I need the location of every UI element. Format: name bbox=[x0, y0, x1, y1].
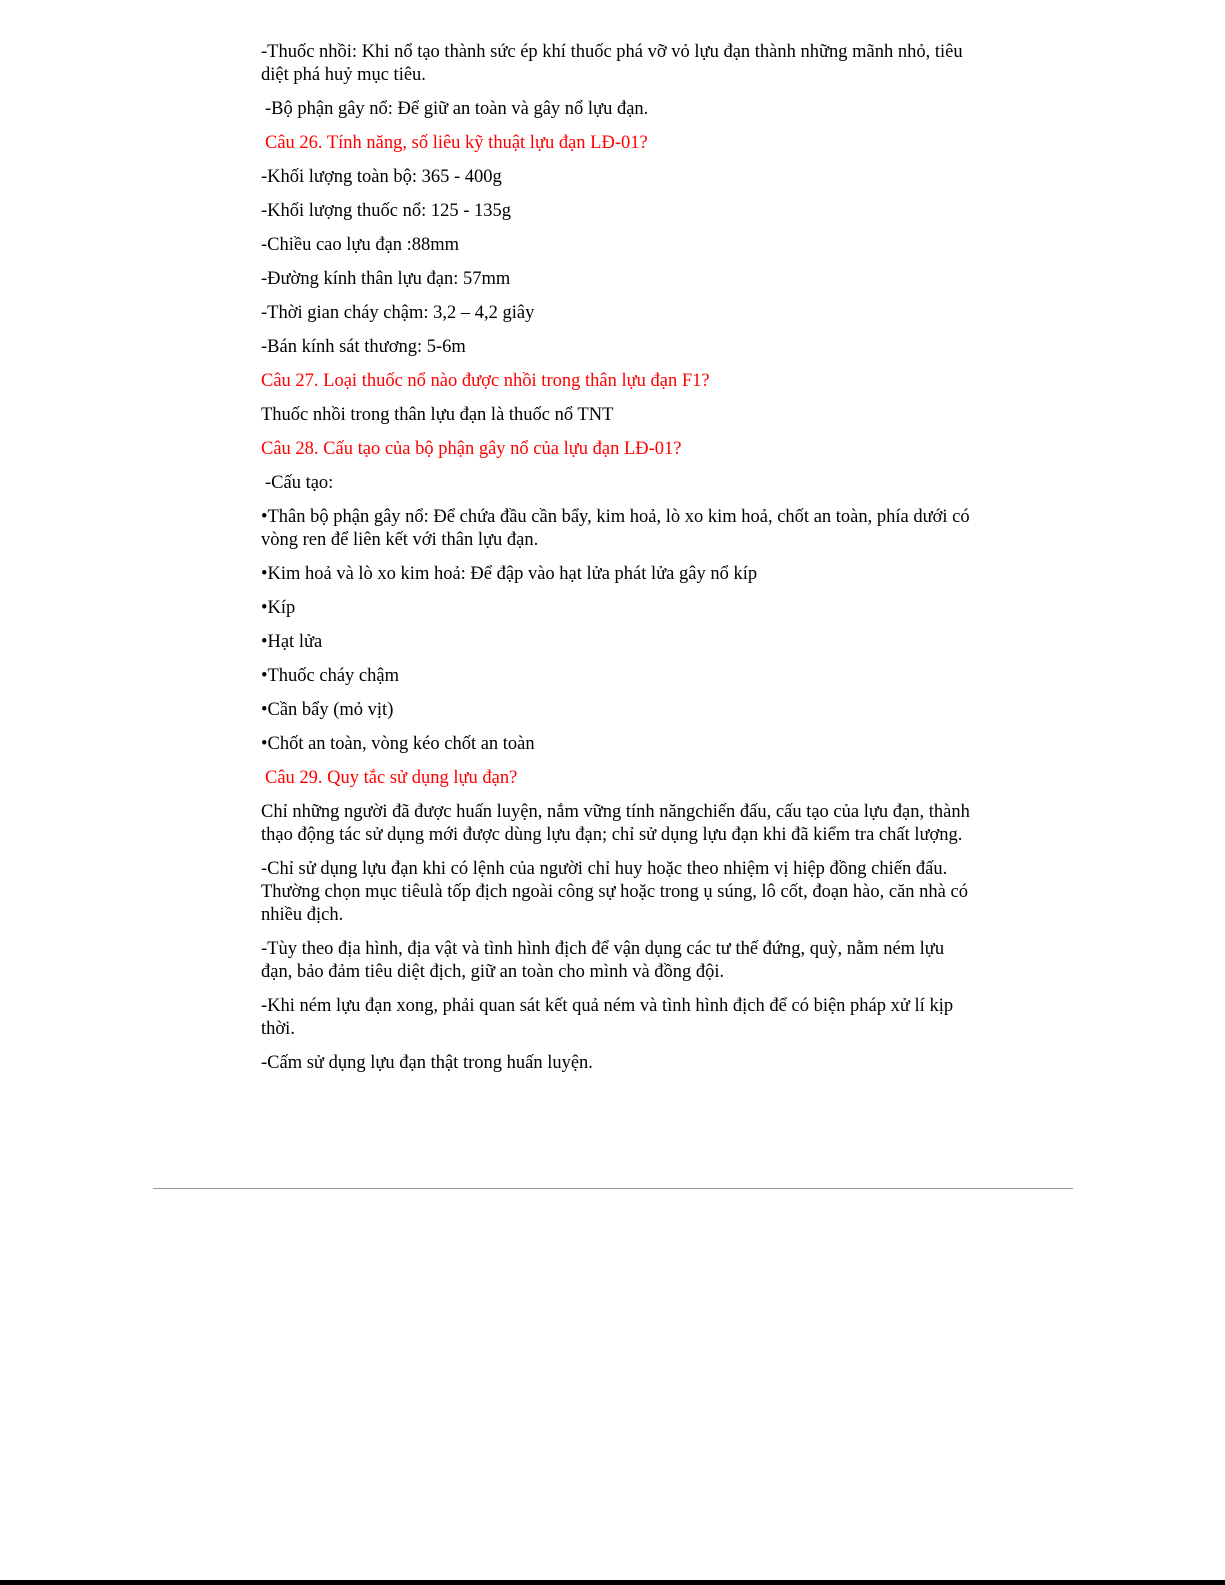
rule-no-live-training: -Cấm sử dụng lựu đạn thật trong huấn luyện. bbox=[261, 1053, 593, 1073]
paragraph-thuoc-nhoi: -Thuốc nhồi: Khi nổ tạo thành sức ép khí thuốc phá vỡ vỏ lựu đạn thành những mãnh nhỏ, tiêu diệt phá huỷ mục tiêu. bbox=[261, 42, 963, 85]
spec-burn-time: -Thời gian cháy chậm: 3,2 – 4,2 giây bbox=[261, 303, 535, 323]
bullet-kip: •Kíp bbox=[261, 598, 296, 618]
spec-total-weight: -Khối lượng toàn bộ: 365 - 400g bbox=[261, 167, 502, 187]
spec-kill-radius: -Bán kính sát thương: 5-6m bbox=[261, 337, 466, 357]
bullet-hat-lua: •Hạt lửa bbox=[261, 632, 323, 652]
rule-observe-results: -Khi ném lựu đạn xong, phải quan sát kết quả ném và tình hình địch để có biện pháp xử lí kịp thời. bbox=[261, 996, 954, 1039]
question-heading-29: Câu 29. Quy tắc sử dụng lựu đạn? bbox=[265, 768, 518, 788]
question-heading-27: Câu 27. Loại thuốc nổ nào được nhồi trong thân lựu đạn F1? bbox=[261, 371, 710, 391]
rule-terrain: -Tùy theo địa hình, địa vật và tình hình địch để vận dụng các tư thế đứng, quỳ, nằm ném lựu đạn, bảo đảm tiêu diệt địch, giữ an toàn cho mình và đồng đội. bbox=[261, 939, 945, 982]
page-separator bbox=[153, 1188, 1073, 1189]
bullet-than-bo-phan: •Thân bộ phận gây nổ: Để chứa đầu cần bẩy, kim hoả, lò xo kim hoả, chốt an toàn, phía dưới có vòng ren để liên kết với thân lựu đạn. bbox=[261, 507, 970, 550]
spec-diameter: -Đường kính thân lựu đạn: 57mm bbox=[261, 269, 511, 289]
bullet-chot-an-toan: •Chốt an toàn, vòng kéo chốt an toàn bbox=[261, 734, 535, 754]
spec-height: -Chiều cao lựu đạn :88mm bbox=[261, 235, 460, 255]
bullet-kim-hoa: •Kim hoả và lò xo kim hoả: Để đập vào hạt lửa phát lửa gây nổ kíp bbox=[261, 564, 758, 584]
paragraph-cau-tao: -Cấu tạo: bbox=[265, 473, 334, 493]
question-heading-28: Câu 28. Cấu tạo của bộ phận gây nổ của lựu đạn LĐ-01? bbox=[261, 439, 682, 459]
spec-explosive-weight: -Khối lượng thuốc nổ: 125 - 135g bbox=[261, 201, 512, 221]
paragraph-bo-phan-gay-no: -Bộ phận gây nổ: Để giữ an toàn và gây nổ lựu đạn. bbox=[265, 99, 649, 119]
document-body bbox=[261, 41, 971, 1086]
answer-27: Thuốc nhồi trong thân lựu đạn là thuốc nổ TNT bbox=[261, 405, 614, 425]
bullet-can-bay: •Cần bẩy (mỏ vịt) bbox=[261, 700, 394, 720]
bullet-thuoc-chay-cham: •Thuốc cháy chậm bbox=[261, 666, 399, 686]
bottom-edge-bar bbox=[0, 1580, 1225, 1585]
rule-trained-users: Chỉ những người đã được huấn luyện, nắm vững tính năngchiến đấu, cấu tạo của lựu đạn, thành thạo động tác sử dụng mới được dùng lựu đạn; chỉ sử dụng lựu đạn khi đã kiểm tra chất lượng. bbox=[261, 802, 970, 845]
rule-on-command: -Chỉ sử dụng lựu đạn khi có lệnh của người chỉ huy hoặc theo nhiệm vị hiệp đồng chiến đấu. Thường chọn mục tiêulà tốp địch ngoài công sự hoặc trong ụ súng, lô cốt, đoạn hào, căn nhà có nhiều địch. bbox=[261, 859, 968, 925]
question-heading-26: Câu 26. Tính năng, số liêu kỹ thuật lựu đạn LĐ-01? bbox=[265, 133, 648, 153]
